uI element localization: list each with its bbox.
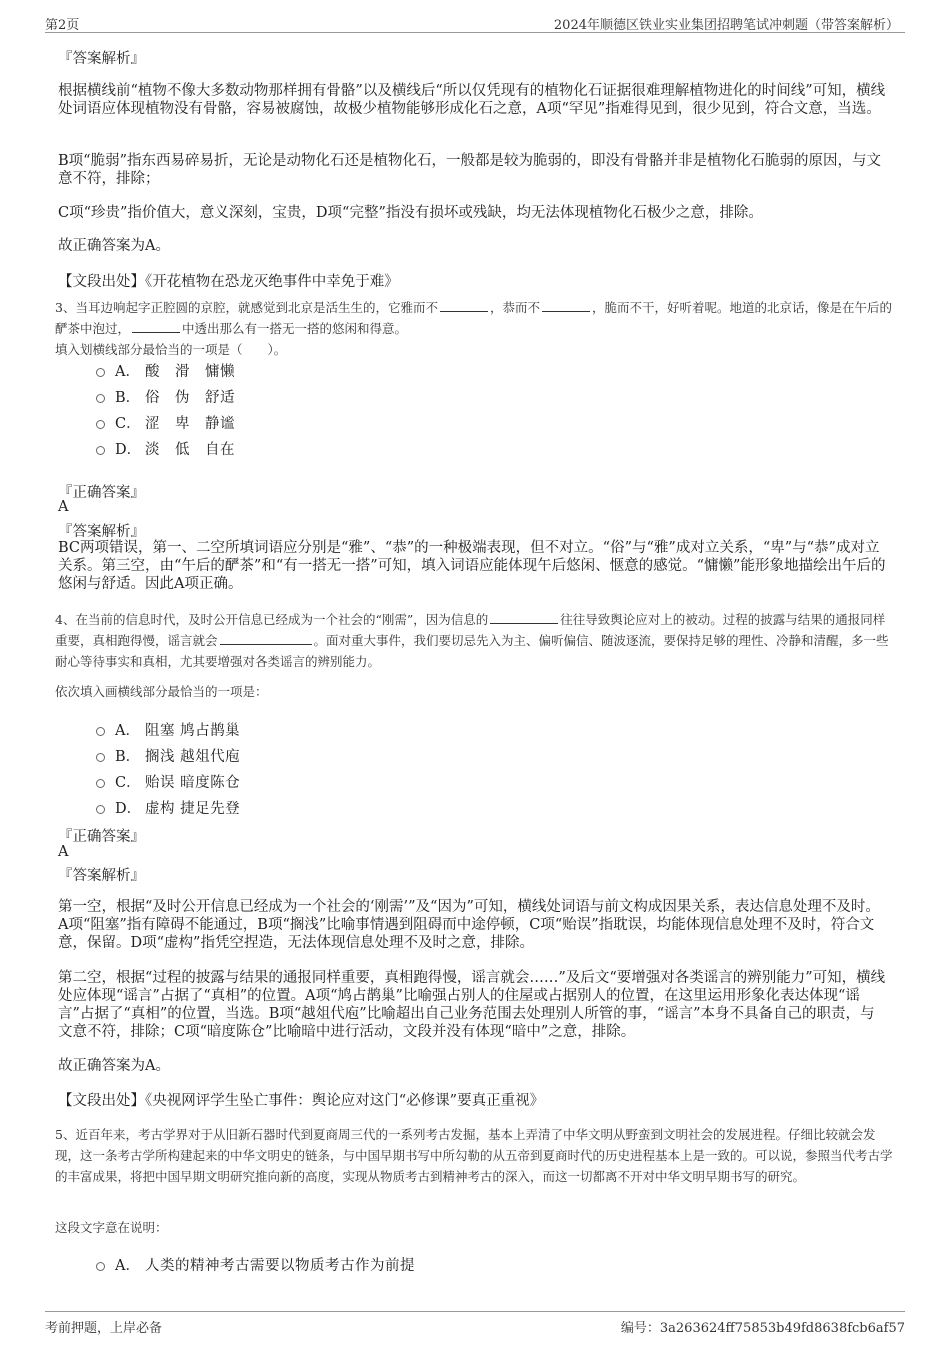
radio-icon[interactable] — [96, 779, 105, 788]
q3-blank-2 — [542, 299, 590, 312]
q3-option-c[interactable]: C． 涩 卑 静谧 — [96, 412, 235, 433]
q3-stem-part-3: ，脆而不干，好听着呢。地道的北京话，像是在午后的酽茶中泡过， — [55, 300, 892, 336]
q4-option-c[interactable]: C． 贻误 暗度陈仓 — [96, 771, 240, 792]
q2-analysis-p2: B项“脆弱”指东西易碎易折，无论是动物化石还是植物化石，一般都是较为脆弱的，即没有骨骼并非是植物化石脆弱的原因，与文意不符，排除； — [58, 153, 881, 187]
document-title: 2024年顺德区铁业实业集团招聘笔试冲刺题（带答案解析） — [553, 18, 899, 33]
q3-option-d[interactable]: D． 淡 低 自在 — [96, 438, 235, 459]
radio-icon[interactable] — [96, 1262, 105, 1271]
q4-answer: A — [58, 844, 69, 860]
q3-answer-title: 『正确答案』 — [58, 485, 145, 501]
q4-analysis-title: 『答案解析』 — [58, 868, 145, 884]
q3-stem — [55, 297, 895, 339]
footer-slogan: 考前押题，上岸必备 — [45, 1321, 163, 1336]
q4-analysis-p2: 第二空，根据“过程的披露与结果的通报同样重要，真相跑得慢，谣言就会……”及后文“要增强对各类谣言的辨别能力”可知，横线处应体现“谣言”占据了“真相”的位置。A项“鸠占鹊巢”比喻强占别人的住屋或占据别人的位置，在这里运用形象化表达体现“谣言”占据了“真相”的位置，当选。B项“越俎代庖”比喻超出自己业务范围去处理别人所管的事，“谣言”本身不具备自己的职责，与文意不符，排除；C项“暗度陈仓”比喻暗中进行活动，文段并没有体现“暗中”之意，排除。 — [58, 970, 886, 1040]
q3-blank-3 — [132, 320, 180, 333]
q3-stem-part-1: 3、当耳边响起字正腔圆的京腔，就感觉到北京是活生生的，它雅而不 — [55, 300, 438, 315]
radio-icon[interactable] — [96, 368, 105, 377]
q4-answer-title: 『正确答案』 — [58, 829, 145, 845]
q2-analysis-p1: 根据横线前“植物不像大多数动物那样拥有骨骼”以及横线后“所以仅凭现有的植物化石证据很难理解植物进化的时间线”可知，横线处词语应体现植物没有骨骼，容易被腐蚀，故极少植物能够形成化石之意，A项“罕见”指难得见到，很少见到，符合文意，当选。 — [58, 83, 886, 117]
q5-stem: 5、近百年来，考古学界对于从旧新石器时代到夏商周三代的一系列考古发掘，基本上弄清了中华文明从野蛮到文明社会的发展进程。仔细比较就会发现，这一条考古学所构建起来的中华文明史的链条，与中国早期书写中所勾勒的从五帝到夏商时代的历史进程基本上是一致的。可以说，参照当代考古学的丰富成果，将把中国早期文明研究推向新的高度，实现从物质考古到精神考古的深入，而这一切都离不开对中华文明早期书写的研究。 — [55, 1127, 893, 1184]
page-footer — [45, 1311, 905, 1338]
q4-option-d[interactable]: D． 虚构 捷足先登 — [96, 797, 240, 818]
radio-icon[interactable] — [96, 394, 105, 403]
q3-option-a[interactable]: A． 酸 滑 慵懒 — [96, 360, 235, 381]
page-header — [45, 10, 905, 33]
radio-icon[interactable] — [96, 753, 105, 762]
q3-prompt: 填入划横线部分最恰当的一项是（ ）。 — [55, 342, 287, 357]
q5-option-a[interactable]: A． 人类的精神考古需要以物质考古作为前提 — [96, 1254, 415, 1275]
radio-icon[interactable] — [96, 805, 105, 814]
q4-blank-1 — [490, 611, 558, 624]
page-number: 第2页 — [45, 18, 80, 33]
q2-conclusion: 故正确答案为A。 — [58, 238, 170, 254]
q4-source: 【文段出处】《央视网评学生坠亡事件：舆论应对这门“必修课”要真正重视》 — [58, 1093, 545, 1109]
q2-analysis-p3: C项“珍贵”指价值大，意义深刻，宝贵，D项“完整”指没有损坏或残缺，均无法体现植物化石极少之意，排除。 — [58, 205, 763, 221]
q3-analysis: BC两项错误，第一、二空所填词语应分别是“雅”、“恭”的一种极端表现，但不对立。“俗”与“雅”成对立关系，“卑”与“恭”成对立关系。第三空，由“午后的酽茶”和“有一搭无一搭”可知，填入词语应能体现午后悠闲、惬意的感觉。“慵懒”能形象地描绘出午后的悠闲与舒适。因此A项正确。 — [58, 540, 886, 592]
q3-option-b[interactable]: B． 俗 伪 舒适 — [96, 386, 235, 407]
radio-icon[interactable] — [96, 446, 105, 455]
q4-option-b[interactable]: B． 搁浅 越俎代庖 — [96, 745, 240, 766]
q4-prompt: 依次填入画横线部分最恰当的一项是： — [55, 684, 268, 699]
q3-stem-part-2: ，恭而不 — [489, 300, 540, 315]
q5-prompt: 这段文字意在说明： — [55, 1220, 168, 1235]
q4-stem — [55, 609, 895, 672]
q4-stem-part-3: 。面对重大事件，我们要切忌先入为主、偏听偏信、随波逐流，要保持足够的理性、冷静和清醒，多一些耐心等待事实和真相，尤其要增强对各类谣言的辨别能力。 — [55, 633, 889, 669]
q4-option-a[interactable]: A． 阻塞 鸠占鹊巢 — [96, 719, 240, 740]
q2-source: 【文段出处】《开花植物在恐龙灭绝事件中幸免于难》 — [58, 274, 399, 290]
q4-blank-2 — [220, 632, 312, 645]
q4-stem-part-1: 4、在当前的信息时代，及时公开信息已经成为一个社会的“刚需”，因为信息的 — [55, 612, 489, 627]
q3-stem-part-4: 中透出那么有一搭无一搭的悠闲和得意。 — [182, 321, 408, 336]
document-id: 编号：3a263624ff75853b49fd8638fcb6af57 — [620, 1321, 905, 1336]
q4-stem-part-2: 往往导致舆论应对上的被动。过程的披露与结果的通报同样重要，真相跑得慢，谣言就会 — [55, 612, 886, 648]
q3-answer: A — [58, 499, 69, 515]
q2-analysis-title: 『答案解析』 — [58, 51, 145, 67]
q3-blank-1 — [440, 299, 488, 312]
q4-analysis-p1: 第一空，根据“及时公开信息已经成为一个社会的‘刚需’”及“因为”可知，横线处词语与前文构成因果关系，表达信息处理不及时。A项“阻塞”指有障碍不能通过，B项“搁浅”比喻事情遇到阻碍而中途停顿，C项“贻误”指耽误，均能体现信息处理不及时，符合文意，保留。D项“虚构”指凭空捏造，无法体现信息处理不及时之意，排除。 — [58, 899, 880, 951]
radio-icon[interactable] — [96, 420, 105, 429]
q4-conclusion: 故正确答案为A。 — [58, 1058, 170, 1074]
radio-icon[interactable] — [96, 727, 105, 736]
q3-analysis-title: 『答案解析』 — [58, 524, 145, 540]
